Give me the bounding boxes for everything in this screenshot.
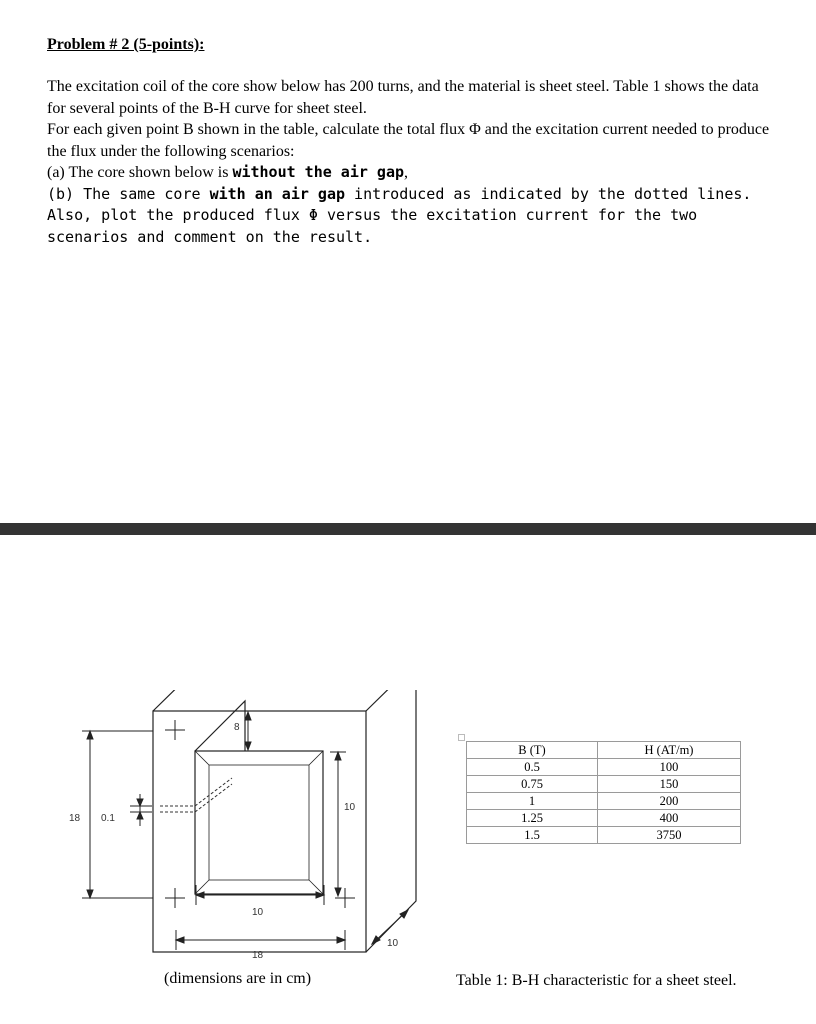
- cell-h: 3750: [598, 827, 741, 844]
- dim-outer-width-label: 18: [252, 950, 264, 961]
- core-depth-outline: [153, 690, 416, 952]
- air-gap-lines: [160, 778, 232, 812]
- problem-intro: The excitation coil of the core show below has 200 turns, and the material is sheet steel. Table 1 shows the data for several points of the B-H curve for sheet steel.: [47, 78, 759, 117]
- table-row: [467, 827, 741, 844]
- scenario-a: (a) The core shown below is without the air gap,: [47, 163, 409, 181]
- header-b: B (T): [467, 742, 598, 759]
- dim-window-height-label: 10: [344, 802, 356, 813]
- dim-top-label: 8: [234, 722, 240, 733]
- cell-b: 0.75: [467, 776, 598, 793]
- scenario-b: (b) The same core with an air gap introduced as indicated by the dotted lines.: [47, 184, 752, 203]
- figure-caption: (dimensions are in cm): [164, 970, 312, 987]
- dim-window-width-label: 10: [252, 907, 264, 918]
- table-row: [467, 793, 741, 810]
- problem-title: Problem # 2 (5-points):: [47, 36, 205, 53]
- cell-b: 1: [467, 793, 598, 810]
- table-row: [467, 776, 741, 793]
- dim-depth-label: 10: [387, 938, 399, 949]
- cell-b: 1.25: [467, 810, 598, 827]
- cell-b: 0.5: [467, 759, 598, 776]
- table-caption: Table 1: B-H characteristic for a sheet steel.: [456, 972, 737, 989]
- table-anchor-icon: [458, 734, 465, 741]
- problem-task: For each given point B shown in the table, calculate the total flux Φ and the excitation current needed to produce the flux under the following scenarios:: [47, 121, 770, 160]
- cell-h: 100: [598, 759, 741, 776]
- scenario-a-emphasis: without the air gap: [232, 163, 405, 181]
- problem-statement: [47, 76, 777, 248]
- bh-table: [466, 741, 741, 844]
- scenario-b-emphasis: with an air gap: [209, 184, 346, 203]
- problem-plot-instruction: Also, plot the produced flux Φ versus the excitation current for the two scenarios and comment on the result.: [47, 206, 698, 246]
- cell-b: 1.5: [467, 827, 598, 844]
- dim-air-gap-label: 0.1: [101, 813, 115, 824]
- core-window: [195, 751, 323, 894]
- table-row: [467, 810, 741, 827]
- page-divider: [0, 523, 816, 535]
- dim-height-label: 18: [69, 813, 81, 824]
- header-h: H (AT/m): [598, 742, 741, 759]
- table-row: [467, 759, 741, 776]
- table-header-row: [467, 742, 741, 759]
- cell-h: 200: [598, 793, 741, 810]
- cell-h: 150: [598, 776, 741, 793]
- core-diagram: [0, 690, 460, 980]
- cell-h: 400: [598, 810, 741, 827]
